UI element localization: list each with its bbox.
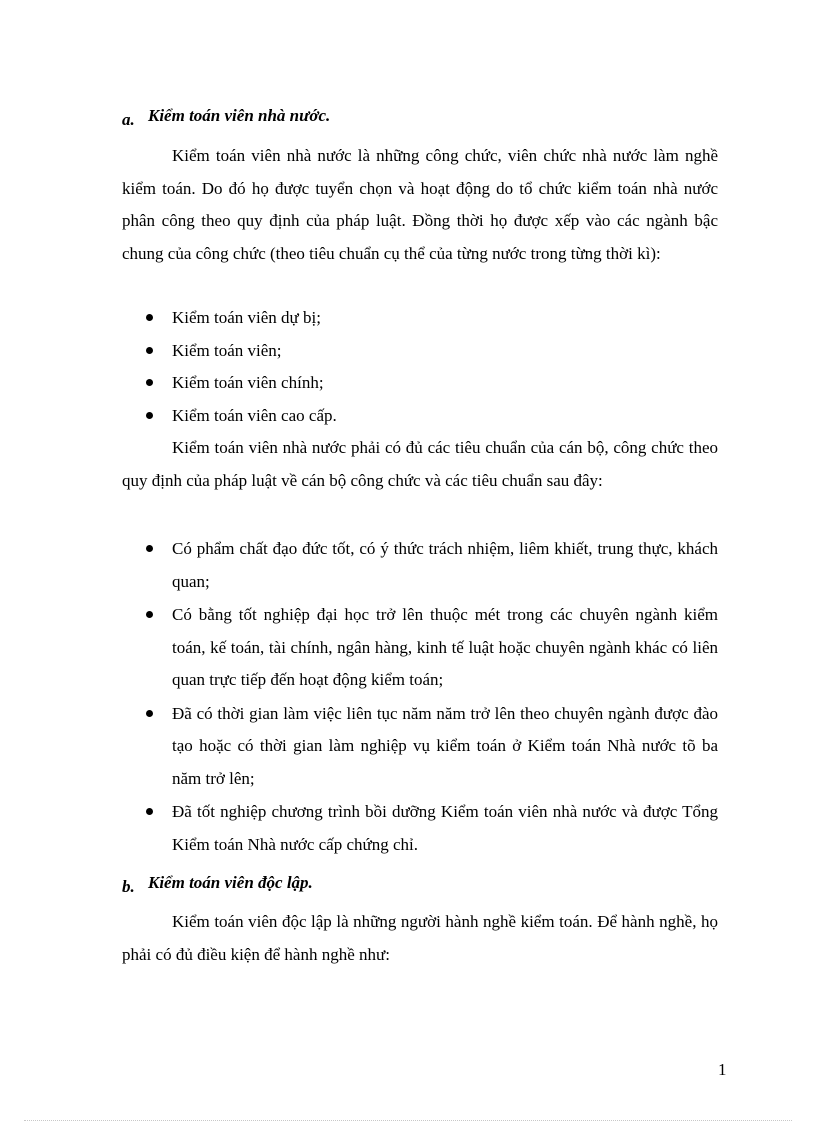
section-b-intro: Kiểm toán viên độc lập là những người hành nghề kiểm toán. Để hành nghề, họ phải có đủ điều kiện để hành nghề như: bbox=[122, 912, 718, 964]
list-item: Kiểm toán viên chính; bbox=[122, 367, 718, 400]
bullet-icon bbox=[146, 347, 153, 354]
list-item: Có phẩm chất đạo đức tốt, có ý thức trách nhiệm, liêm khiết, trung thực, khách quan; bbox=[122, 533, 718, 598]
list-item: Đã có thời gian làm việc liên tục năm năm trở lên theo chuyên ngành được đào tạo hoặc có thời gian làm nghiệp vụ kiểm toán ở Kiểm toán Nhà nước tõ ba năm trở lên; bbox=[122, 698, 718, 796]
list-item: Kiểm toán viên; bbox=[122, 335, 718, 368]
bullet-icon bbox=[146, 412, 153, 419]
requirement-list bbox=[122, 533, 718, 861]
bullet-icon bbox=[146, 379, 153, 386]
list-item: Kiểm toán viên dự bị; bbox=[122, 302, 718, 335]
page-number: 1 bbox=[718, 1060, 727, 1079]
bullet-icon bbox=[146, 545, 153, 552]
rank-list bbox=[122, 302, 718, 432]
section-b-title: Kiểm toán viên độc lập. bbox=[148, 873, 313, 892]
section-b-marker: b. bbox=[122, 877, 135, 896]
bullet-icon bbox=[146, 611, 153, 618]
section-a-title: Kiểm toán viên nhà nước. bbox=[148, 106, 331, 125]
footer-divider bbox=[24, 1120, 792, 1121]
bullet-icon bbox=[146, 314, 153, 321]
list-item: Đã tốt nghiệp chương trình bồi dưỡng Kiểm toán viên nhà nước và được Tổng Kiểm toán Nhà nước cấp chứng chỉ. bbox=[122, 796, 718, 861]
section-a-marker: a. bbox=[122, 110, 135, 129]
list-item: Có bằng tốt nghiệp đại học trở lên thuộc mét trong các chuyên ngành kiểm toán, kế toán, tài chính, ngân hàng, kinh tế luật hoặc chuyên ngành khác có liên quan trực tiếp đến hoạt động kiểm toán; bbox=[122, 599, 718, 697]
section-b-heading bbox=[122, 873, 313, 896]
bullet-icon bbox=[146, 808, 153, 815]
bullet-icon bbox=[146, 710, 153, 717]
list-item: Kiểm toán viên cao cấp. bbox=[122, 400, 718, 433]
section-a-intro: Kiểm toán viên nhà nước là những công chức, viên chức nhà nước làm nghề kiểm toán. Do đó họ được tuyển chọn và hoạt động do tổ chức kiểm toán nhà nước phân công theo quy định của pháp luật. Đồng thời họ được xếp vào các ngành bậc chung của công chức (theo tiêu chuẩn cụ thể của từng nước trong từng thời kì): bbox=[122, 146, 718, 263]
section-a-requirements-intro: Kiểm toán viên nhà nước phải có đủ các tiêu chuẩn của cán bộ, công chức theo quy định của pháp luật về cán bộ công chức và các tiêu chuẩn sau đây: bbox=[122, 438, 718, 490]
section-a-heading bbox=[122, 106, 331, 129]
